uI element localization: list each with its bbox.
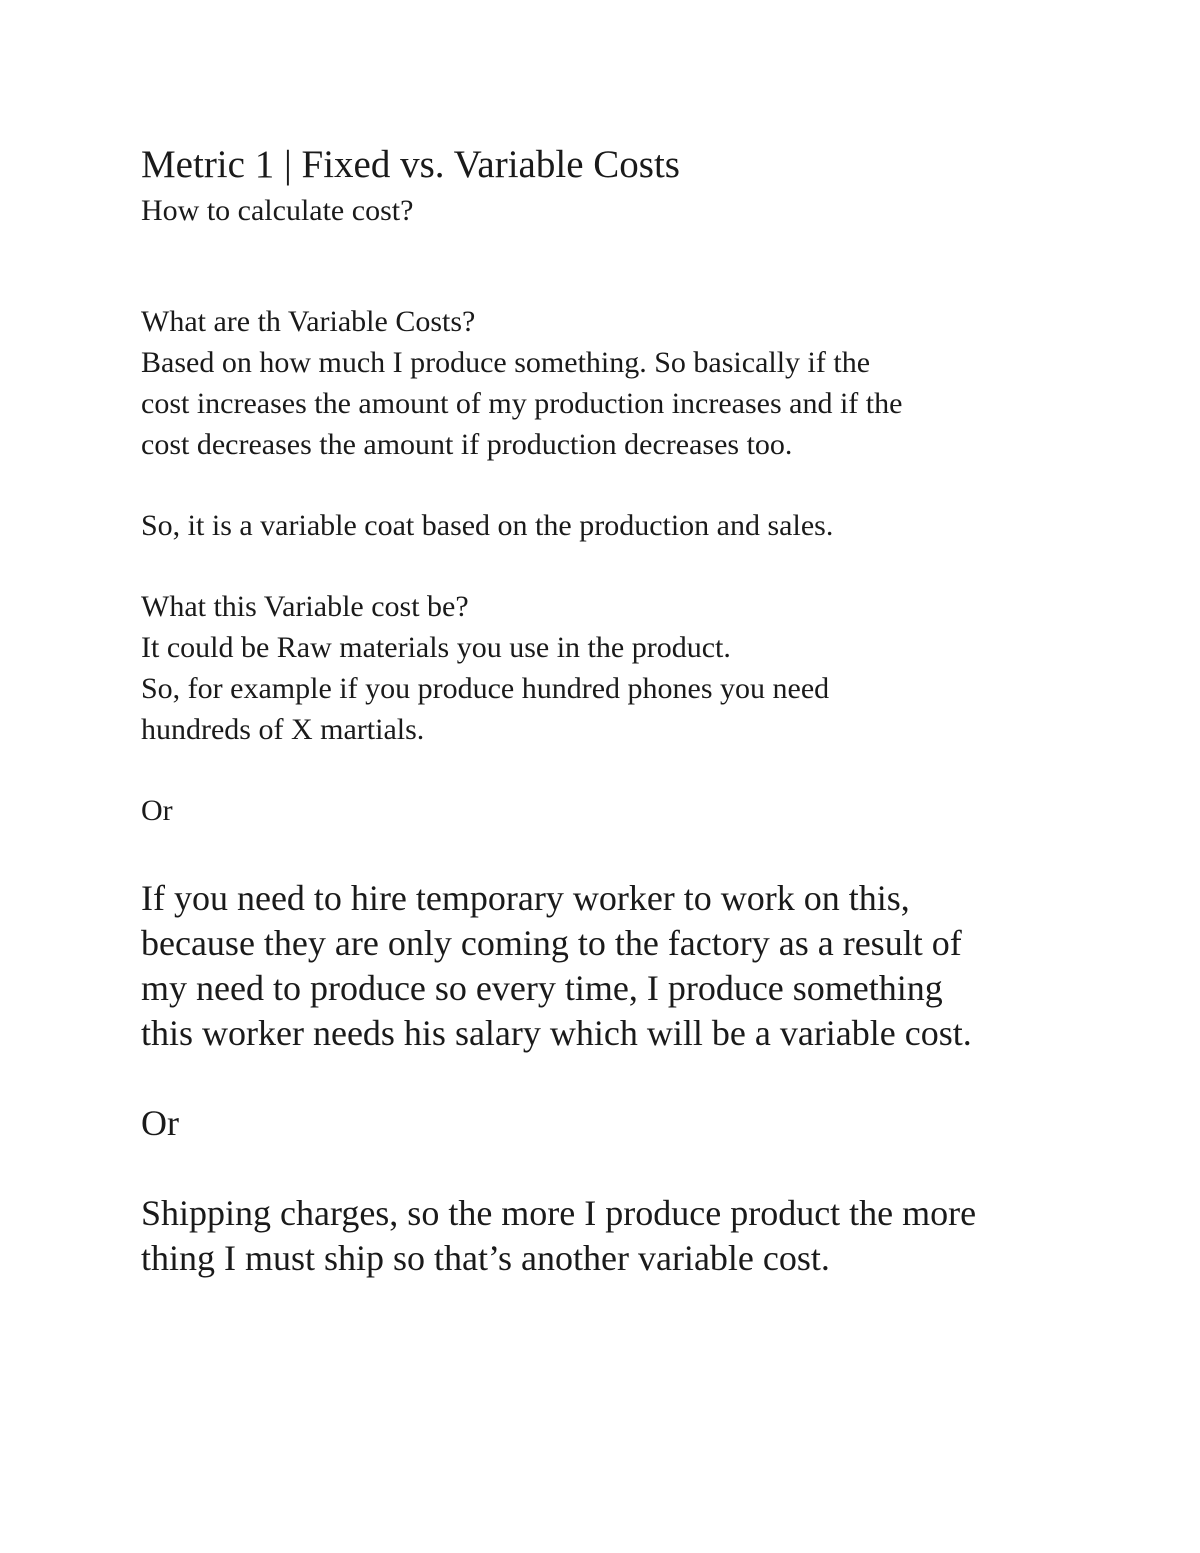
spacer (141, 1146, 1081, 1191)
document-subtitle: How to calculate cost? (141, 194, 414, 227)
section1-line-3: cost decreases the amount if production decreases too. (141, 428, 793, 461)
section1-line-1: Based on how much I produce something. So basically if the (141, 346, 871, 379)
spacer (141, 546, 1081, 586)
example2-line-4: this worker needs his salary which will be a variable cost. (141, 1013, 972, 1053)
spacer (141, 231, 1081, 301)
section2-line-1: It could be Raw materials you use in the product. (141, 631, 731, 664)
example2-line-3: my need to produce so every time, I produce something (141, 968, 943, 1008)
spacer (141, 465, 1081, 505)
section2-heading: What this Variable cost be? (141, 590, 469, 623)
document-title: Metric 1 | Fixed vs. Variable Costs (141, 143, 680, 186)
section1-line-2: cost increases the amount of my production increases and if the (141, 387, 903, 420)
or-separator-1: Or (141, 794, 173, 827)
spacer (141, 1056, 1081, 1101)
example3-line-1: Shipping charges, so the more I produce product the more (141, 1193, 977, 1233)
example2-line-1: If you need to hire temporary worker to work on this, (141, 878, 910, 918)
section2-line-3: hundreds of X martials. (141, 713, 425, 746)
spacer (141, 831, 1081, 876)
spacer (141, 750, 1081, 790)
document-page (141, 140, 1081, 1281)
section1-heading: What are th Variable Costs? (141, 305, 476, 338)
example3-line-2: thing I must ship so that’s another variable cost. (141, 1238, 830, 1278)
section1-conclusion: So, it is a variable coat based on the production and sales. (141, 509, 834, 542)
section2-line-2: So, for example if you produce hundred phones you need (141, 672, 830, 705)
example2-line-2: because they are only coming to the factory as a result of (141, 923, 962, 963)
or-separator-2: Or (141, 1103, 179, 1143)
